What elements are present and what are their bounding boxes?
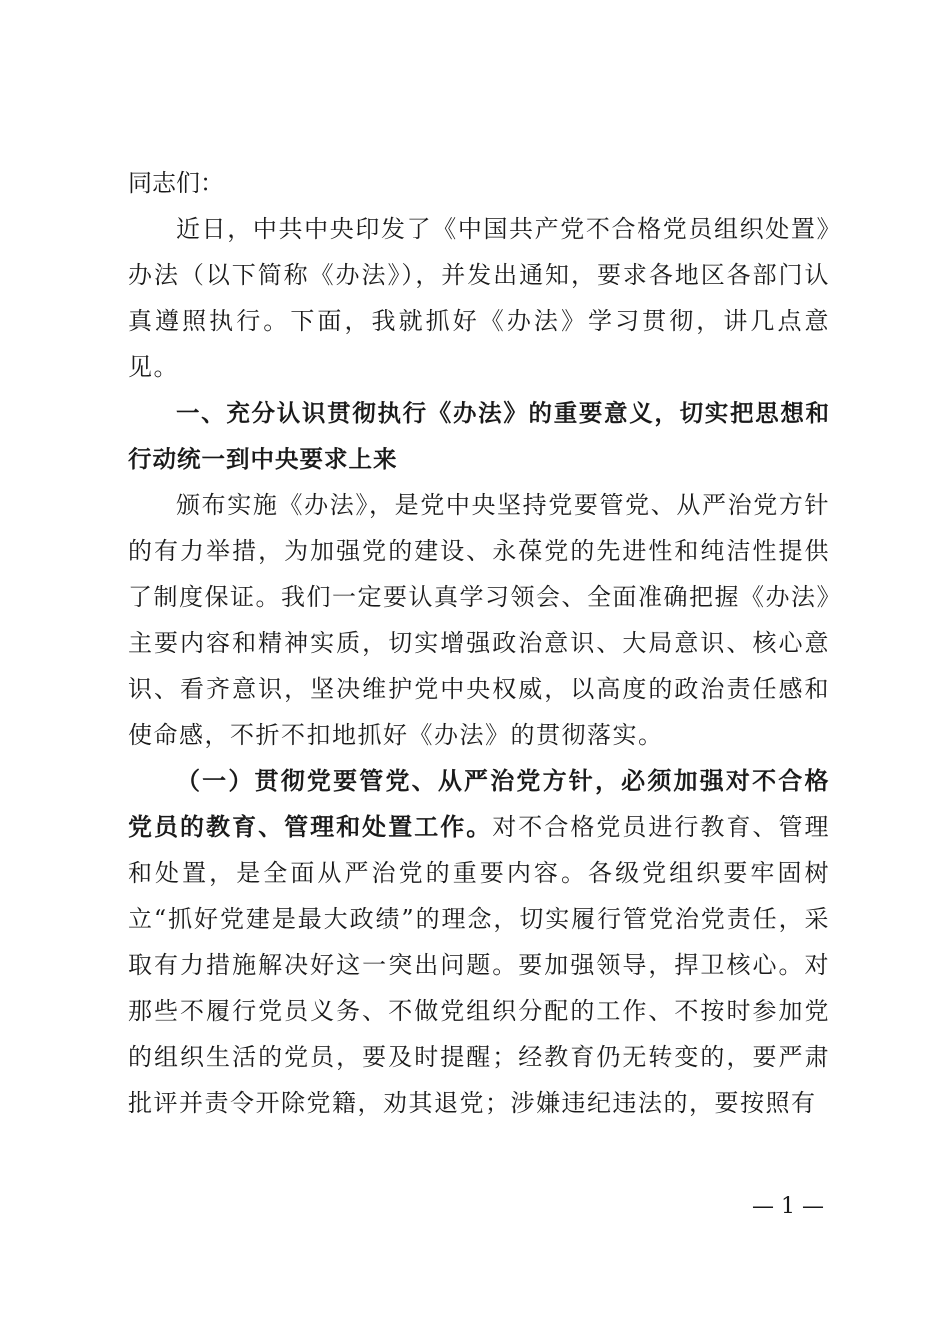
subsection-paragraph [128, 758, 830, 1126]
greeting: 同志们： [128, 169, 224, 197]
section-paragraph: 颁布实施《办法》，是党中央坚持党要管党、从严治党方针的有力举措，为加强党的建设、永葆党的先进性和纯洁性提供了制度保证。我们一定要认真学习领会、全面准确把握《办法》主要内容和精神实质，切实增强政治意识、大局意识、核心意识、看齐意识，坚决维护党中央权威，以高度的政治责任感和使命感，不折不扣地抓好《办法》的贯彻落实。 [128, 491, 830, 749]
subsection-lead: （一）贯彻党要管党、从严治党方针，必须加强对不合格党员的教育、管理和处置工作。 [128, 766, 830, 841]
document-body [128, 160, 830, 1126]
section-heading: 一、充分认识贯彻执行《办法》的重要意义，切实把思想和行动统一到中央要求上来 [128, 399, 830, 473]
intro-paragraph: 近日，中共中央印发了《中国共产党不合格党员组织处置》办法（以下简称《办法》），并发出通知，要求各地区各部门认真遵照执行。下面，我就抓好《办法》学习贯彻，讲几点意见。 [128, 215, 830, 381]
subsection-body: 对不合格党员进行教育、管理和处置，是全面从严治党的重要内容。各级党组织要牢固树立“抓好党建是最大政绩”的理念，切实履行管党治党责任，采取有力措施解决好这一突出问题。要加强领导，捍卫核心。对那些不履行党员义务、不做党组织分配的工作、不按时参加党的组织生活的党员，要及时提醒；经教育仍无转变的，要严肃批评并责令开除党籍，劝其退党；涉嫌违纪违法的，要按照有 [128, 813, 831, 1117]
page-number: — 1 — [752, 1194, 824, 1219]
